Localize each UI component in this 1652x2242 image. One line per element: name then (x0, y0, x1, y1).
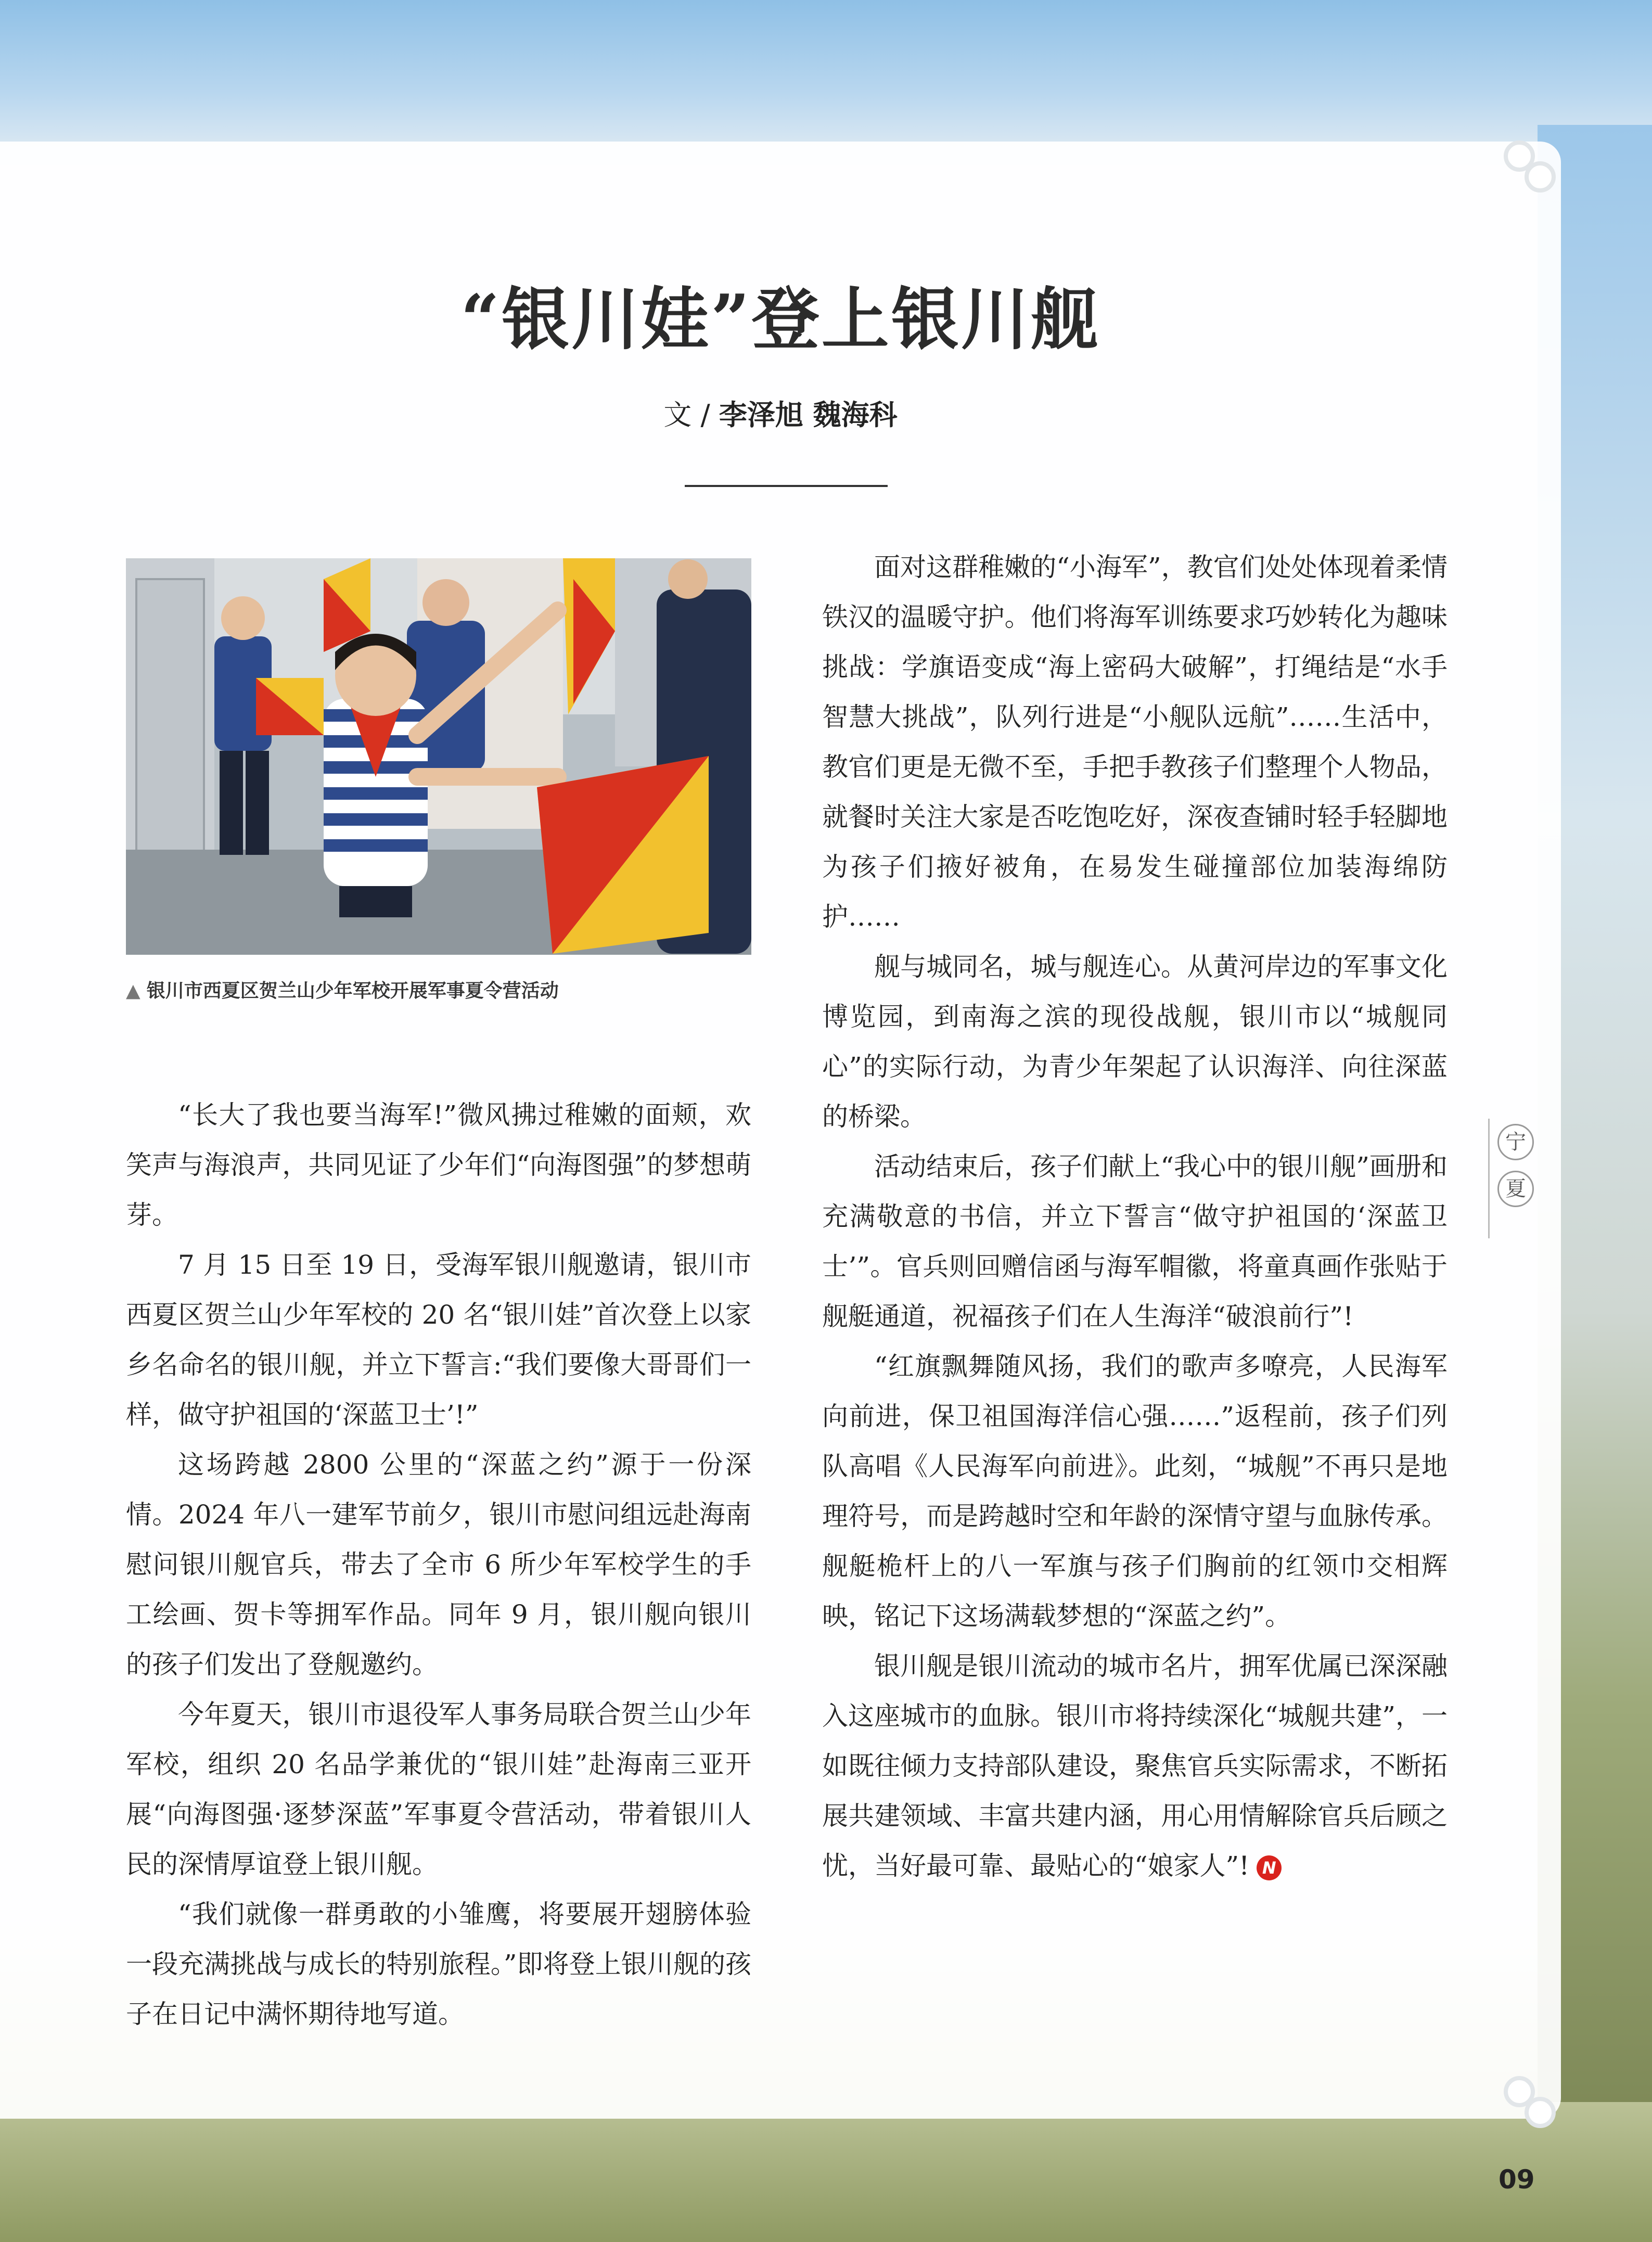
article-photo (126, 558, 751, 955)
photo-caption (126, 976, 776, 1003)
caption-text: 银川市西夏区贺兰山少年军校开展军事夏令营活动 (146, 980, 559, 1002)
paragraph: 7 月 15 日至 19 日，受海军银川舰邀请，银川市西夏区贺兰山少年军校的 20 名“银川娃”首次登上以家乡名命名的银川舰，并立下誓言:“我们要像大哥哥们一样，做守护祖国的‘深蓝卫士’!” (126, 1250, 751, 1430)
column-left (126, 1090, 751, 2039)
paragraph: 这场跨越 2800 公里的“深蓝之约”源于一份深情。2024 年八一建军节前夕，银川市慰问组远赴海南慰问银川舰官兵，带去了全市 6 所少年军校学生的手工绘画、贺卡等拥军作品。同年 9 月，银川舰向银川的孩子们发出了登舰邀约。 (126, 1450, 751, 1680)
article-title: “银川娃”登上银川舰 (460, 279, 1100, 359)
paragraph: 面对这群稚嫩的“小海军”，教官们处处体现着柔情铁汉的温暖守护。他们将海军训练要求巧妙转化为趣味挑战：学旗语变成“海上密码大破解”，打绳结是“水手智慧大挑战”，队列行进是“小舰队远航”……生活中，教官们更是无微不至，手把手教孩子们整理个人物品，就餐时关注大家是否吃饱吃好，深夜查铺时轻手轻脚地为孩子们掖好被角，在易发生碰撞部位加装海绵防护…… (822, 552, 1448, 932)
paragraph: “长大了我也要当海军!”微风拂过稚嫩的面颊，欢笑声与海浪声，共同见证了少年们“向海图强”的梦想萌芽。 (126, 1100, 751, 1230)
section-char: 夏 (1497, 1171, 1534, 1207)
panel-notch (1525, 2097, 1556, 2128)
byline (0, 393, 1561, 433)
paragraph: 舰与城同名，城与舰连心。从黄河岸边的军事文化博览园，到南海之滨的现役战舰，银川市以“城舰同心”的实际行动，为青少年架起了认识海洋、向往深蓝的桥梁。 (822, 952, 1448, 1132)
authors: 李泽旭 魏海科 (719, 399, 898, 431)
paragraph (822, 1641, 1448, 1891)
paragraph: “我们就像一群勇敢的小雏鹰，将要展开翅膀体验一段充满挑战与成长的特别旅程。”即将登上银川舰的孩子在日记中满怀期待地写道。 (126, 1899, 751, 2029)
caption-triangle-icon: ▲ (126, 980, 140, 1002)
section-char: 宁 (1497, 1124, 1534, 1160)
column-right (822, 542, 1448, 1891)
section-divider (1488, 1119, 1490, 1238)
panel-notch (1525, 161, 1556, 193)
photo-illustration (126, 558, 751, 955)
page-number: 09 (1499, 2164, 1535, 2195)
title-divider (685, 485, 888, 487)
paragraph-text: 银川舰是银川流动的城市名片，拥军优属已深深融入这座城市的血脉。银川市将持续深化“城舰共建”，一如既往倾力支持部队建设，聚焦官兵实际需求，不断拓展共建领域、丰富共建内涵，用心用情解除官兵后顾之忧，当好最可靠、最贴心的“娘家人”! (822, 1651, 1448, 1881)
paragraph: 活动结束后，孩子们献上“我心中的银川舰”画册和充满敬意的书信，并立下誓言“做守护祖国的‘深蓝卫士’”。官兵则回赠信函与海军帽徽，将童真画作张贴于舰艇通道，祝福孩子们在人生海洋“破浪前行”! (822, 1151, 1448, 1331)
end-mark-icon: N (1257, 1855, 1282, 1880)
byline-prefix: 文 / (663, 399, 719, 431)
paragraph: “红旗飘舞随风扬，我们的歌声多嘹亮，人民海军向前进，保卫祖国海洋信心强……”返程前，孩子们列队高唱《人民海军向前进》。此刻，“城舰”不再只是地理符号，而是跨越时空和年龄的深情守望与血脉传承。舰艇桅杆上的八一军旗与孩子们胸前的红领巾交相辉映，铭记下这场满载梦想的“深蓝之约”。 (822, 1351, 1448, 1631)
paragraph: 今年夏天，银川市退役军人事务局联合贺兰山少年军校，组织 20 名品学兼优的“银川娃”赴海南三亚开展“向海图强·逐梦深蓝”军事夏令营活动，带着银川人民的深情厚谊登上银川舰。 (126, 1699, 751, 1879)
